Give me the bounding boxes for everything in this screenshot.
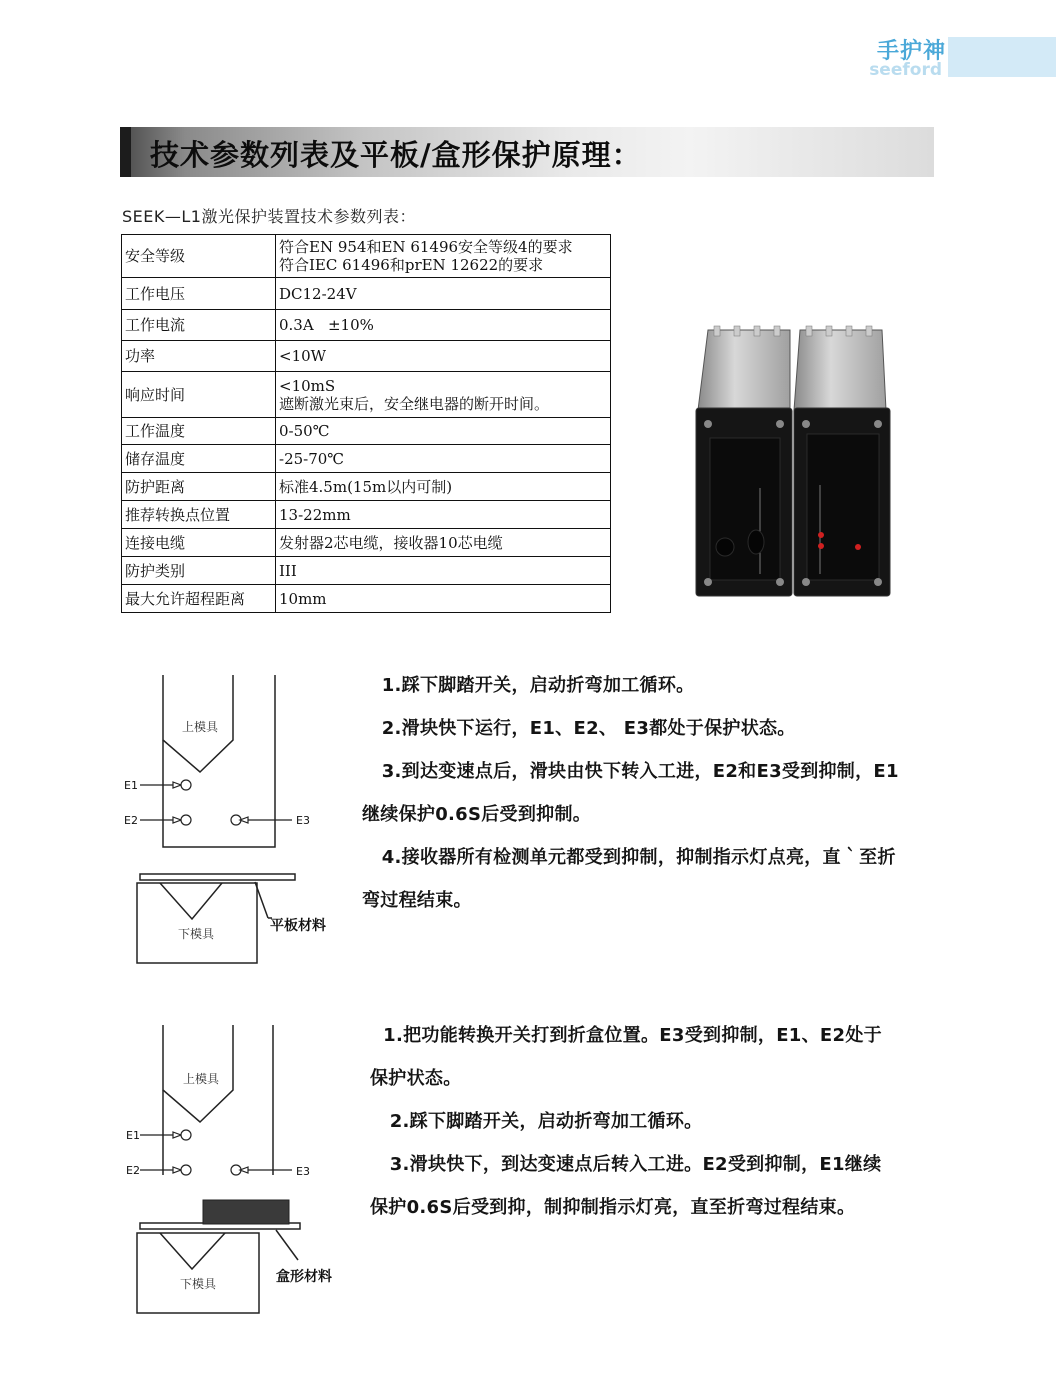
spec-label: 防护距离 (122, 473, 276, 501)
section-title: 技术参数列表及平板/盒形保护原理： (150, 138, 642, 172)
section-banner-accent (120, 127, 131, 177)
table-row (122, 341, 611, 372)
step-line: 4.接收器所有检测单元都受到抑制，抑制指示灯点亮，直｀至折 (362, 847, 896, 868)
lower-die-shape (137, 1233, 259, 1313)
step-line: 3.滑块快下，到达变速点后转入工进。E2受到抑制，E1继续 (370, 1154, 882, 1175)
lower-die-label: 下模具 (178, 927, 215, 941)
e3-label: E3 (296, 814, 310, 827)
box-steps (370, 1014, 950, 1229)
material-label: 盒形材料 (276, 1269, 332, 1285)
table-row (122, 235, 611, 278)
material-label: 平板材料 (270, 918, 326, 934)
lower-die-label: 下模具 (180, 1277, 217, 1291)
table-row (122, 501, 611, 529)
e3-label: E3 (296, 1165, 310, 1178)
spec-label: 响应时间 (122, 372, 276, 418)
spec-value: 发射器2芯电缆，接收器10芯电缆 (276, 529, 611, 557)
spec-label: 工作电压 (122, 278, 276, 310)
step-line: 保护0.6S后受到抑，制抑制指示灯亮，直至折弯过程结束。 (370, 1197, 856, 1218)
brand-name-en: seeford (869, 60, 942, 80)
spec-value: DC12-24V (276, 278, 611, 310)
box-protection-diagram (110, 1020, 360, 1320)
spec-table (121, 234, 611, 613)
table-row (122, 418, 611, 445)
table-row (122, 585, 611, 613)
spec-label: 功率 (122, 341, 276, 372)
upper-die-label: 上模具 (183, 1072, 220, 1086)
e2-label: E2 (126, 1164, 140, 1177)
flat-protection-diagram (110, 670, 350, 970)
spec-value: III (276, 557, 611, 585)
box-material-shape (203, 1200, 289, 1224)
spec-value: <10mS 遮断激光束后，安全继电器的断开时间。 (276, 372, 611, 418)
spec-value: 13-22mm (276, 501, 611, 529)
table-row (122, 372, 611, 418)
spec-label: 连接电缆 (122, 529, 276, 557)
table-row (122, 278, 611, 310)
spec-value: -25-70℃ (276, 445, 611, 473)
brand-name-cn: 手护神 (876, 39, 946, 64)
table-row (122, 473, 611, 501)
flat-steps (362, 664, 942, 922)
step-line: 2.滑块快下运行，E1、E2、 E3都处于保护状态。 (362, 718, 796, 739)
lower-die-shape (137, 883, 257, 963)
spec-label: 工作电流 (122, 310, 276, 341)
step-line: 继续保护0.6S后受到抑制。 (362, 804, 592, 825)
e1-label: E1 (126, 1129, 140, 1142)
step-line: 1.把功能转换开关打到折盒位置。E3受到抑制，E1、E2处于 (370, 1025, 882, 1046)
spec-label: 储存温度 (122, 445, 276, 473)
spec-label: 防护类别 (122, 557, 276, 585)
e2-label: E2 (124, 814, 138, 827)
spec-value: 0.3A ±10% (276, 310, 611, 341)
table-row (122, 529, 611, 557)
table-caption: SEEK—L1激光保护装置技术参数列表： (122, 207, 416, 226)
product-photo (690, 320, 900, 602)
table-row (122, 310, 611, 341)
step-line: 弯过程结束。 (362, 890, 472, 911)
spec-value: 符合EN 954和EN 61496安全等级4的要求 符合IEC 61496和prEN 12622的要求 (276, 235, 611, 278)
spec-label: 安全等级 (122, 235, 276, 278)
step-line: 1.踩下脚踏开关，启动折弯加工循环。 (362, 675, 695, 696)
spec-label: 推荐转换点位置 (122, 501, 276, 529)
spec-value: 0-50℃ (276, 418, 611, 445)
table-row (122, 557, 611, 585)
step-line: 3.到达变速点后，滑块由快下转入工进，E2和E3受到抑制，E1 (362, 761, 899, 782)
step-line: 2.踩下脚踏开关，启动折弯加工循环。 (370, 1111, 703, 1132)
brand-color-block (948, 37, 1056, 77)
step-line: 保护状态。 (370, 1068, 462, 1089)
spec-value: <10W (276, 341, 611, 372)
spec-value: 标准4.5m(15m以内可制) (276, 473, 611, 501)
spec-label: 工作温度 (122, 418, 276, 445)
upper-die-label: 上模具 (182, 720, 219, 734)
spec-value: 10mm (276, 585, 611, 613)
spec-label: 最大允许超程距离 (122, 585, 276, 613)
e1-label: E1 (124, 779, 138, 792)
table-row (122, 445, 611, 473)
